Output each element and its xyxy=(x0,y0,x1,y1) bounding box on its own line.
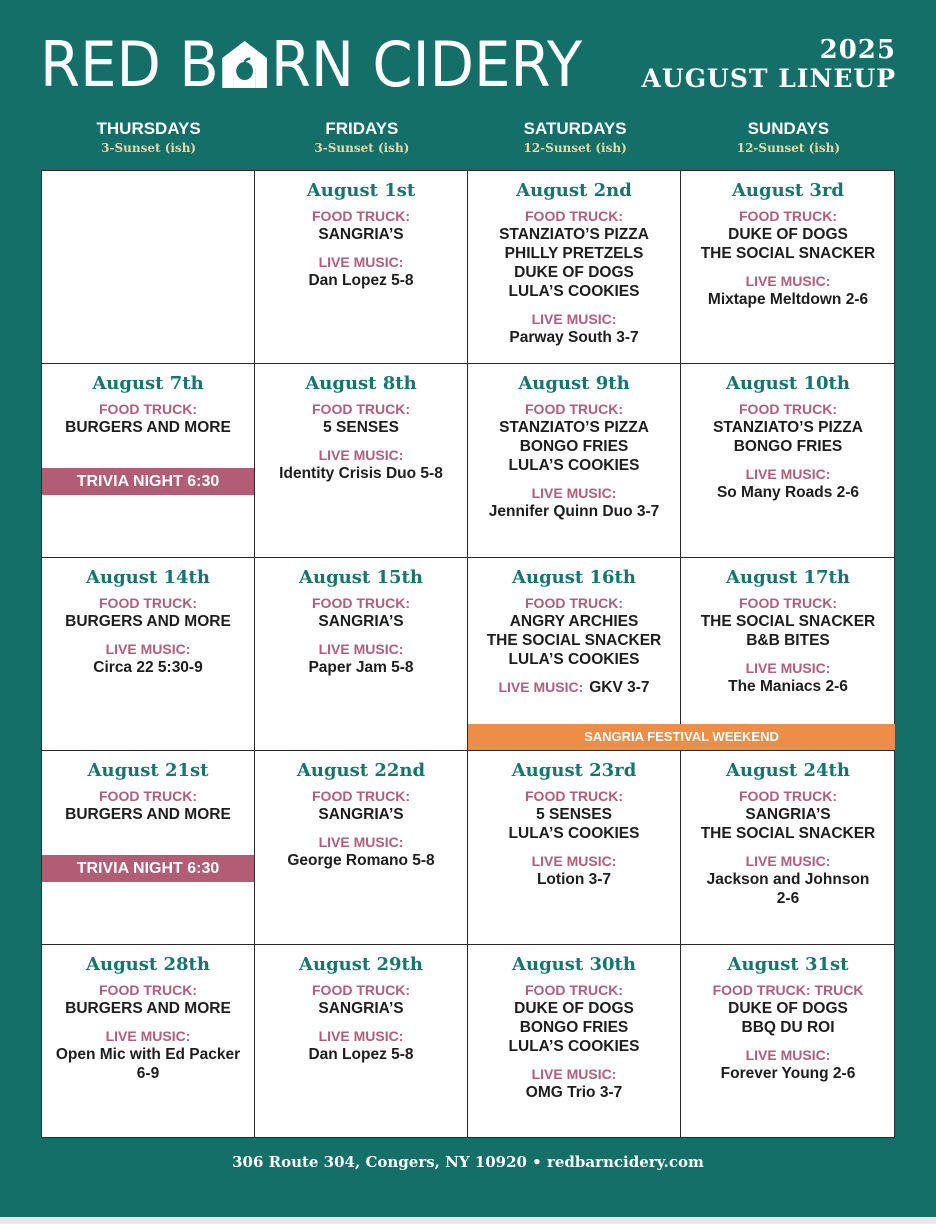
logo-text-end: RN CIDERY xyxy=(270,28,583,101)
date-heading: August 10th xyxy=(726,373,850,394)
day-cell xyxy=(468,558,681,751)
day-cell xyxy=(255,945,468,1138)
food-truck-label: FOOD TRUCK: xyxy=(99,595,197,611)
food-truck-label: FOOD TRUCK: xyxy=(739,595,837,611)
food-truck-item: PHILLY PRETZELS xyxy=(504,245,644,262)
live-music-item: Lotion 3-7 xyxy=(536,871,612,888)
live-music-list xyxy=(468,328,680,347)
food-truck-list xyxy=(255,225,467,244)
food-truck-list xyxy=(468,225,680,301)
food-truck-label: FOOD TRUCK: xyxy=(525,595,623,611)
day-hours: 12-Sunset (ish) xyxy=(523,141,627,155)
date-heading: August 24th xyxy=(726,760,850,781)
date-heading: August 21st xyxy=(87,760,209,781)
live-music-item: Forever Young 2-6 xyxy=(720,1065,856,1082)
day-cell xyxy=(468,751,681,945)
live-music-list xyxy=(681,677,895,696)
food-truck-label: FOOD TRUCK: xyxy=(99,982,197,998)
food-truck-list xyxy=(255,612,467,631)
live-music-list xyxy=(468,1083,680,1102)
live-music-list xyxy=(255,658,467,677)
live-music-label: LIVE MUSIC: xyxy=(745,660,831,676)
barn-apple-icon xyxy=(221,38,269,88)
food-truck-list xyxy=(42,418,254,437)
live-music-label: LIVE MUSIC: xyxy=(318,1028,404,1044)
food-truck-item: BBQ DU ROI xyxy=(741,1019,835,1036)
food-truck-list xyxy=(468,805,680,843)
food-truck-label: FOOD TRUCK: xyxy=(99,788,197,804)
food-truck-label: FOOD TRUCK: xyxy=(739,208,837,224)
live-music-label: LIVE MUSIC: xyxy=(531,1066,617,1082)
sangria-festival-banner: SANGRIA FESTIVAL WEEKEND xyxy=(468,724,895,750)
day-cell xyxy=(42,751,255,945)
food-truck-item: DUKE OF DOGS xyxy=(514,264,634,281)
food-truck-item: SANGRIA’S xyxy=(318,226,404,243)
food-truck-item: 5 SENSES xyxy=(323,419,399,436)
date-heading: August 22nd xyxy=(296,760,426,781)
day-cell xyxy=(255,364,468,558)
live-music-list xyxy=(468,502,680,521)
date-heading: August 7th xyxy=(92,373,204,394)
date-heading: August 15th xyxy=(299,567,423,588)
food-truck-list xyxy=(255,999,467,1018)
day-name: SUNDAYS xyxy=(747,119,830,138)
date-heading: August 29th xyxy=(299,954,423,975)
day-header-saturday xyxy=(469,118,682,168)
live-music-label: LIVE MUSIC: xyxy=(318,254,404,270)
food-truck-item: BONGO FRIES xyxy=(733,438,843,455)
food-truck-item: SANGRIA’S xyxy=(318,613,404,630)
day-hours: 3-Sunset (ish) xyxy=(314,141,410,155)
food-truck-label: FOOD TRUCK: xyxy=(525,401,623,417)
food-truck-label: FOOD TRUCK: xyxy=(99,401,197,417)
food-truck-label: FOOD TRUCK: xyxy=(312,595,410,611)
date-heading: August 17th xyxy=(726,567,850,588)
food-truck-item: B&B BITES xyxy=(746,632,830,649)
live-music-label: LIVE MUSIC: xyxy=(498,679,584,695)
food-truck-item: STANZIATO’S PIZZA xyxy=(713,419,863,436)
food-truck-label: FOOD TRUCK: xyxy=(739,401,837,417)
live-music-list xyxy=(681,483,895,502)
live-music-item: Parway South 3-7 xyxy=(509,329,639,346)
food-truck-item: LULA’S COOKIES xyxy=(508,283,640,300)
day-cell xyxy=(42,558,255,751)
live-music-list xyxy=(681,870,895,908)
live-music-item: 2-6 xyxy=(776,890,800,907)
day-cell xyxy=(255,171,468,364)
day-name: FRIDAYS xyxy=(325,119,399,138)
date-heading: August 9th xyxy=(518,373,630,394)
live-music-label: LIVE MUSIC: xyxy=(105,641,191,657)
food-truck-label: FOOD TRUCK: xyxy=(312,208,410,224)
food-truck-list xyxy=(255,418,467,437)
food-truck-item: LULA’S COOKIES xyxy=(508,825,640,842)
live-music-list xyxy=(255,851,467,870)
live-music-list xyxy=(42,658,254,677)
live-music-list xyxy=(468,870,680,889)
food-truck-list xyxy=(42,612,254,631)
live-music-item: 6-9 xyxy=(136,1065,160,1082)
day-cell xyxy=(681,945,895,1138)
food-truck-label: FOOD TRUCK: TRUCK xyxy=(712,982,864,998)
food-truck-list xyxy=(468,999,680,1056)
date-heading: August 31st xyxy=(727,954,849,975)
lineup-heading xyxy=(642,36,897,94)
food-truck-item: BONGO FRIES xyxy=(519,438,629,455)
footer-address: 306 Route 304, Congers, NY 10920 • redbarncidery.com xyxy=(232,1153,704,1171)
day-cell xyxy=(42,364,255,558)
date-heading: August 1st xyxy=(306,180,416,201)
food-truck-item: 5 SENSES xyxy=(536,806,612,823)
day-cell xyxy=(255,558,468,751)
food-truck-label: FOOD TRUCK: xyxy=(739,788,837,804)
day-name: THURSDAYS xyxy=(96,119,201,138)
live-music-item: GKV 3-7 xyxy=(589,679,650,696)
food-truck-label: FOOD TRUCK: xyxy=(525,982,623,998)
day-header-friday xyxy=(255,118,468,168)
date-heading: August 28th xyxy=(86,954,210,975)
food-truck-label: FOOD TRUCK: xyxy=(525,788,623,804)
food-truck-list xyxy=(681,612,895,650)
live-music-label: LIVE MUSIC: xyxy=(531,485,617,501)
live-music-label: LIVE MUSIC: xyxy=(531,311,617,327)
live-music-item: Jennifer Quinn Duo 3-7 xyxy=(488,503,660,520)
live-music-list xyxy=(681,290,895,309)
food-truck-list xyxy=(42,805,254,824)
day-cell xyxy=(468,945,681,1138)
lineup-year: 2025 xyxy=(819,35,896,65)
food-truck-item: BURGERS AND MORE xyxy=(65,419,231,436)
live-music-item: Identity Crisis Duo 5-8 xyxy=(279,465,443,482)
date-heading: August 8th xyxy=(305,373,417,394)
empty-cell xyxy=(42,171,255,364)
live-music-item: OMG Trio 3-7 xyxy=(525,1084,623,1101)
food-truck-list xyxy=(468,418,680,475)
live-music-label: LIVE MUSIC: xyxy=(745,1047,831,1063)
live-music-list xyxy=(255,464,467,483)
food-truck-item: THE SOCIAL SNACKER xyxy=(486,632,662,649)
day-cell xyxy=(468,364,681,558)
day-cell xyxy=(42,945,255,1138)
date-heading: August 30th xyxy=(512,954,636,975)
live-music-label: LIVE MUSIC: xyxy=(318,834,404,850)
food-truck-item: BURGERS AND MORE xyxy=(65,1000,231,1017)
food-truck-item: SANGRIA’S xyxy=(745,806,831,823)
day-hours: 3-Sunset (ish) xyxy=(101,141,197,155)
food-truck-item: BONGO FRIES xyxy=(519,1019,629,1036)
food-truck-list xyxy=(468,612,680,669)
date-heading: August 14th xyxy=(86,567,210,588)
day-cell xyxy=(468,171,681,364)
live-music-item: George Romano 5-8 xyxy=(287,852,435,869)
live-music-label: LIVE MUSIC: xyxy=(745,273,831,289)
live-music-label: LIVE MUSIC: xyxy=(105,1028,191,1044)
date-heading: August 23rd xyxy=(511,760,637,781)
lineup-title: AUGUST LINEUP xyxy=(641,64,896,93)
food-truck-item: BURGERS AND MORE xyxy=(65,806,231,823)
food-truck-list xyxy=(681,805,895,843)
live-music-label: LIVE MUSIC: xyxy=(745,466,831,482)
food-truck-item: THE SOCIAL SNACKER xyxy=(700,245,876,262)
day-headers xyxy=(42,118,895,168)
trivia-night-banner: TRIVIA NIGHT 6:30 xyxy=(42,855,254,882)
food-truck-item: THE SOCIAL SNACKER xyxy=(700,825,876,842)
calendar-grid xyxy=(41,170,895,1138)
date-heading: August 3rd xyxy=(731,180,845,201)
food-truck-list xyxy=(255,805,467,824)
live-music-label: LIVE MUSIC: xyxy=(531,853,617,869)
food-truck-label: FOOD TRUCK: xyxy=(312,401,410,417)
live-music-item: So Many Roads 2-6 xyxy=(716,484,860,501)
live-music-item: Dan Lopez 5-8 xyxy=(308,272,414,289)
food-truck-label: FOOD TRUCK: xyxy=(312,982,410,998)
food-truck-item: SANGRIA’S xyxy=(318,1000,404,1017)
live-music-list xyxy=(255,1045,467,1064)
food-truck-list xyxy=(681,999,895,1037)
live-music-item: Circa 22 5:30-9 xyxy=(93,659,203,676)
live-music-list xyxy=(681,1064,895,1083)
food-truck-item: BURGERS AND MORE xyxy=(65,613,231,630)
food-truck-item: STANZIATO’S PIZZA xyxy=(499,419,649,436)
food-truck-item: THE SOCIAL SNACKER xyxy=(700,613,876,630)
food-truck-list xyxy=(681,418,895,456)
live-music-label: LIVE MUSIC: xyxy=(318,641,404,657)
day-name: SATURDAYS xyxy=(523,119,627,138)
trivia-night-banner: TRIVIA NIGHT 6:30 xyxy=(42,468,254,495)
day-cell xyxy=(681,364,895,558)
day-cell xyxy=(255,751,468,945)
food-truck-item: DUKE OF DOGS xyxy=(728,226,848,243)
food-truck-list xyxy=(42,999,254,1018)
food-truck-item: DUKE OF DOGS xyxy=(514,1000,634,1017)
date-heading: August 16th xyxy=(512,567,636,588)
date-heading: August 2nd xyxy=(516,180,632,201)
food-truck-item: LULA’S COOKIES xyxy=(508,651,640,668)
day-hours: 12-Sunset (ish) xyxy=(736,141,841,155)
food-truck-label: FOOD TRUCK: xyxy=(312,788,410,804)
day-header-thursday xyxy=(42,118,255,168)
food-truck-item: LULA’S COOKIES xyxy=(508,457,640,474)
day-header-sunday xyxy=(682,118,895,168)
bottom-strip xyxy=(0,1217,936,1224)
day-cell xyxy=(681,558,895,751)
logo xyxy=(40,28,583,101)
live-music-item: The Maniacs 2-6 xyxy=(728,678,848,695)
live-music-item: Mixtape Meltdown 2-6 xyxy=(707,291,869,308)
live-music-item: Open Mic with Ed Packer xyxy=(55,1046,241,1063)
food-truck-item: STANZIATO’S PIZZA xyxy=(499,226,649,243)
live-music-label: LIVE MUSIC: xyxy=(318,447,404,463)
food-truck-label: FOOD TRUCK: xyxy=(525,208,623,224)
food-truck-item: LULA’S COOKIES xyxy=(508,1038,640,1055)
food-truck-item: DUKE OF DOGS xyxy=(728,1000,848,1017)
food-truck-item: SANGRIA’S xyxy=(318,806,404,823)
food-truck-list xyxy=(681,225,895,263)
logo-text-start: RED B xyxy=(40,28,219,101)
live-music-list xyxy=(42,1045,254,1083)
day-cell xyxy=(681,171,895,364)
live-music-label: LIVE MUSIC: xyxy=(745,853,831,869)
live-music-item: Jackson and Johnson xyxy=(706,871,870,888)
live-music-list xyxy=(255,271,467,290)
food-truck-item: ANGRY ARCHIES xyxy=(509,613,639,630)
live-music-row xyxy=(468,678,680,697)
live-music-item: Dan Lopez 5-8 xyxy=(308,1046,414,1063)
day-cell xyxy=(681,751,895,945)
live-music-item: Paper Jam 5-8 xyxy=(308,659,414,676)
